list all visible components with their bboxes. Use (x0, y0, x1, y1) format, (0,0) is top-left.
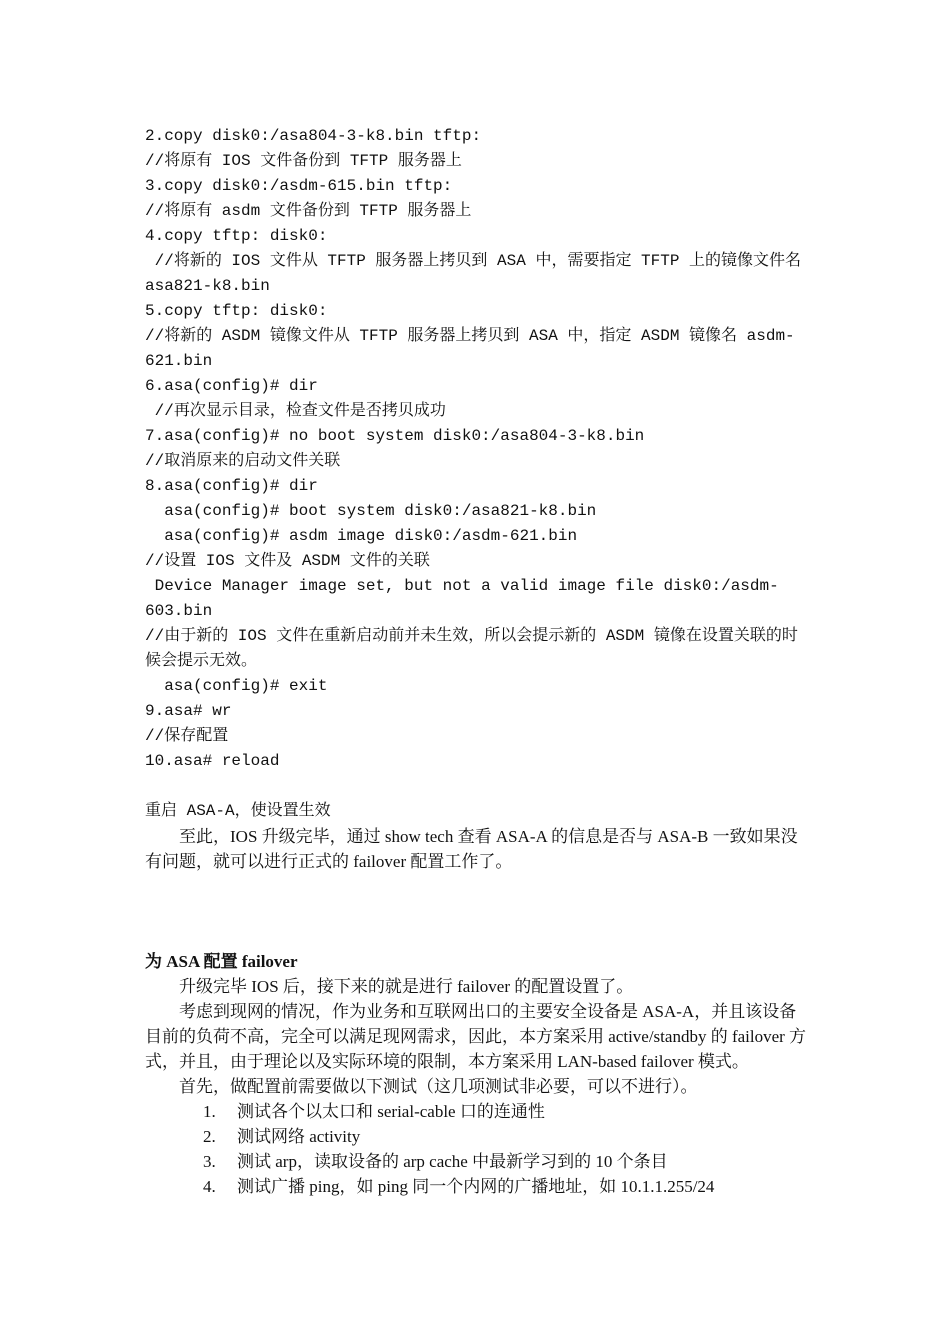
summary-paragraph: 至此，IOS 升级完毕，通过 show tech 查看 ASA-A 的信息是否与 ASA-B 一致如果没有问题，就可以进行正式的 failover 配置工作了。 (145, 827, 798, 871)
list-text: 测试网络 activity (237, 1127, 361, 1146)
list-number: 2. (203, 1127, 216, 1146)
document-page (145, 124, 810, 1199)
code-line: 9.asa# wr (145, 702, 232, 720)
code-comment: //设置 IOS 文件及 ASDM 文件的关联 (145, 552, 430, 570)
list-text: 测试广播 ping，如 ping 同一个内网的广播地址，如 10.1.1.255/24 (237, 1177, 715, 1196)
spacer (145, 774, 810, 799)
paragraph: 首先，做配置前需要做以下测试（这几项测试非必要，可以不进行）。 (179, 1077, 698, 1096)
code-line: 7.asa(config)# no boot system disk0:/asa804-3-k8.bin (145, 427, 645, 445)
code-comment: //取消原来的启动文件关联 (145, 452, 341, 470)
code-comment: //保存配置 (145, 727, 229, 745)
code-comment: //将原有 IOS 文件备份到 TFTP 服务器上 (145, 152, 462, 170)
code-output: Device Manager image set, but not a valid image file disk0:/asdm-603.bin (145, 577, 779, 620)
list-number: 1. (203, 1102, 216, 1121)
code-line: 6.asa(config)# dir (145, 377, 318, 395)
list-item (145, 1099, 810, 1124)
spacer (145, 874, 810, 949)
code-comment: //由于新的 IOS 文件在重新启动前并未生效，所以会提示新的 ASDM 镜像在设置关联的时候会提示无效。 (145, 627, 798, 670)
code-comment: //再次显示目录，检查文件是否拷贝成功 (145, 402, 446, 420)
list-number: 4. (203, 1177, 216, 1196)
paragraph: 升级完毕 IOS 后，接下来的就是进行 failover 的配置设置了。 (179, 977, 634, 996)
list-text: 测试 arp，读取设备的 arp cache 中最新学习到的 10 个条目 (237, 1152, 668, 1171)
code-line: asa(config)# asdm image disk0:/asdm-621.bin (145, 527, 578, 545)
code-comment: //将新的 IOS 文件从 TFTP 服务器上拷贝到 ASA 中，需要指定 TFTP 上的镜像文件名 asa821-k8.bin (145, 252, 811, 295)
code-line: 10.asa# reload (145, 752, 280, 770)
list-item (145, 1124, 810, 1149)
code-block (145, 124, 810, 774)
list-item (145, 1149, 810, 1174)
code-comment: //将新的 ASDM 镜像文件从 TFTP 服务器上拷贝到 ASA 中，指定 ASDM 镜像名 asdm-621.bin (145, 327, 795, 370)
code-line: asa(config)# exit (145, 677, 328, 695)
paragraph: 考虑到现网的情况，作为业务和互联网出口的主要安全设备是 ASA-A，并且该设备目前的负荷不高，完全可以满足现网需求，因此，本方案采用 active/standby 的 failover 方式，并且，由于理论以及实际环境的限制，本方案采用 LAN-based failover 模式。 (145, 1002, 807, 1071)
code-line: asa(config)# boot system disk0:/asa821-k8.bin (145, 502, 597, 520)
list-number: 3. (203, 1152, 216, 1171)
test-list (145, 1099, 810, 1199)
list-text: 测试各个以太口和 serial-cable 口的连通性 (237, 1102, 545, 1121)
code-line: 2.copy disk0:/asa804-3-k8.bin tftp: (145, 127, 482, 145)
list-item (145, 1174, 810, 1199)
code-comment: //将原有 asdm 文件备份到 TFTP 服务器上 (145, 202, 472, 220)
code-line: 8.asa(config)# dir (145, 477, 318, 495)
code-line: 3.copy disk0:/asdm-615.bin tftp: (145, 177, 453, 195)
code-line: 5.copy tftp: disk0: (145, 302, 328, 320)
restart-line: 重启 ASA-A，使设置生效 (145, 802, 331, 820)
section-heading: 为 ASA 配置 failover (145, 952, 298, 971)
code-line: 4.copy tftp: disk0: (145, 227, 328, 245)
